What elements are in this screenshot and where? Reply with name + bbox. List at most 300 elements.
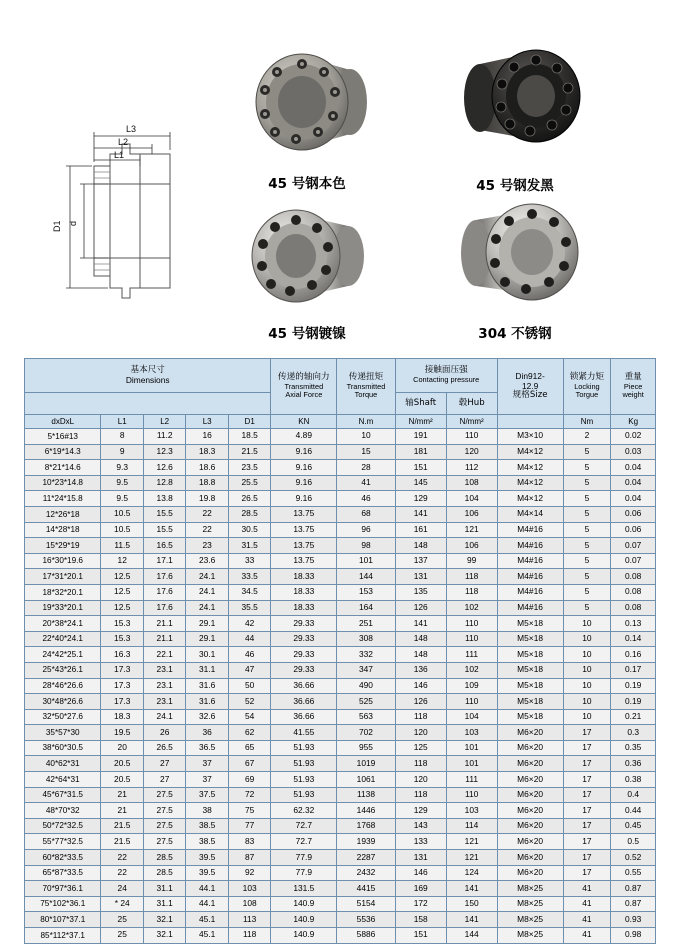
cell: 0.35 [611, 740, 656, 756]
cell: 20.5 [101, 756, 143, 772]
cell: 251 [337, 616, 395, 632]
cell: 29.1 [186, 631, 228, 647]
cell: 18*32*20.1 [25, 584, 101, 600]
cell: 26.5 [228, 491, 270, 507]
cell: 11.2 [143, 429, 185, 445]
cell: 110 [446, 694, 497, 710]
cell: 37 [186, 756, 228, 772]
table-row [25, 491, 656, 507]
cell: 18.6 [186, 460, 228, 476]
table-row [25, 818, 656, 834]
header-piece-weight [611, 359, 656, 415]
cell: 22 [101, 850, 143, 866]
cell: 27.5 [143, 787, 185, 803]
cell: 39.5 [186, 865, 228, 881]
cell: 17 [563, 772, 611, 788]
cell: 10 [563, 647, 611, 663]
cell: 48*70*32 [25, 803, 101, 819]
dim-label-d: d [68, 220, 78, 226]
table-row [25, 647, 656, 663]
cell: 108 [446, 475, 497, 491]
cell: 35.5 [228, 600, 270, 616]
cell: 4.89 [271, 429, 337, 445]
cell: 4415 [337, 881, 395, 897]
cell: M4×12 [497, 444, 563, 460]
cell: 24.1 [186, 569, 228, 585]
cell: 38.5 [186, 834, 228, 850]
cell: 12.6 [143, 460, 185, 476]
cell: 120 [395, 725, 446, 741]
header-pressure-cn: 接触面压强 [424, 365, 468, 376]
cell: 51.93 [271, 787, 337, 803]
cell: 12*26*18 [25, 506, 101, 522]
cell: 146 [395, 678, 446, 694]
unit-dxdxl: dxDxL [25, 415, 101, 429]
cell: 0.98 [611, 928, 656, 944]
cell: 24 [101, 881, 143, 897]
cell: 125 [395, 740, 446, 756]
cell: 54 [228, 709, 270, 725]
header-weight-cn: 重量 [624, 372, 642, 383]
cell: M6×20 [497, 834, 563, 850]
cell: 23.1 [143, 694, 185, 710]
table-row [25, 538, 656, 554]
cell: 22 [186, 522, 228, 538]
cell: 131.5 [271, 881, 337, 897]
cell: 0.19 [611, 694, 656, 710]
header-torque-en1: Transmitted [346, 381, 386, 391]
cell: 13.75 [271, 538, 337, 554]
cell: 87 [228, 850, 270, 866]
cell: 14*28*18 [25, 522, 101, 538]
cell: 11.5 [101, 538, 143, 554]
cell: 17*31*20.1 [25, 569, 101, 585]
cell: 10 [563, 678, 611, 694]
cell: 72.7 [271, 834, 337, 850]
cell: 563 [337, 709, 395, 725]
cell: 10*23*14.8 [25, 475, 101, 491]
cell: 121 [446, 850, 497, 866]
cell: 137 [395, 553, 446, 569]
cell: 28.5 [143, 865, 185, 881]
header-screw-size [497, 359, 563, 415]
cell: 141 [446, 881, 497, 897]
cell: 0.55 [611, 865, 656, 881]
cell: 36.5 [186, 740, 228, 756]
cell: 29.33 [271, 616, 337, 632]
cell: 0.06 [611, 522, 656, 538]
cell: 148 [395, 538, 446, 554]
cell: M4#16 [497, 538, 563, 554]
cell: 42 [228, 616, 270, 632]
cell: 0.3 [611, 725, 656, 741]
cell: 55*77*32.5 [25, 834, 101, 850]
cell: 10.5 [101, 506, 143, 522]
table-row [25, 928, 656, 944]
table-row [25, 600, 656, 616]
cell: 126 [395, 600, 446, 616]
product-photo-blackened-steel [440, 30, 590, 170]
cell: M4×12 [497, 491, 563, 507]
cell: 23 [186, 538, 228, 554]
cell: 5 [563, 460, 611, 476]
cell: 30.5 [228, 522, 270, 538]
cell: M4#16 [497, 553, 563, 569]
cell: 2287 [337, 850, 395, 866]
cell: 9 [101, 444, 143, 460]
cell: 8 [101, 429, 143, 445]
cell: 24.1 [186, 584, 228, 600]
cell: 21 [101, 787, 143, 803]
table-row [25, 429, 656, 445]
cell: 17 [563, 803, 611, 819]
header-locking-torque [563, 359, 611, 415]
cell: 9.5 [101, 491, 143, 507]
table-row [25, 662, 656, 678]
cell: 15.5 [143, 506, 185, 522]
cell: 13.75 [271, 553, 337, 569]
cell: 17 [563, 740, 611, 756]
cell: 172 [395, 896, 446, 912]
table-row [25, 881, 656, 897]
cell: 25*43*26.1 [25, 662, 101, 678]
header-pressure-en: Contacting pressure [413, 375, 480, 385]
header-din-3: 规格Size [512, 390, 548, 401]
cell: 38*60*30.5 [25, 740, 101, 756]
specification-table [24, 358, 656, 944]
cell: 9.5 [101, 475, 143, 491]
cell: 21.1 [143, 631, 185, 647]
unit-size [497, 415, 563, 429]
cell: 20 [101, 740, 143, 756]
cell: 30.1 [186, 647, 228, 663]
cell: 13.8 [143, 491, 185, 507]
cell: 121 [446, 522, 497, 538]
cell: 18.33 [271, 600, 337, 616]
cell: 133 [395, 834, 446, 850]
cell: 5 [563, 491, 611, 507]
cell: 29.33 [271, 647, 337, 663]
cell: 41 [337, 475, 395, 491]
cell: 27.5 [143, 834, 185, 850]
cell: 141 [395, 616, 446, 632]
cell: 77 [228, 818, 270, 834]
cell: 77.9 [271, 850, 337, 866]
product-photo-stainless-steel [440, 190, 590, 320]
cell: 34.5 [228, 584, 270, 600]
cell: 17 [563, 865, 611, 881]
cell: 9.3 [101, 460, 143, 476]
cell: M6×20 [497, 756, 563, 772]
cell: 17.3 [101, 694, 143, 710]
cell: 16*30*19.6 [25, 553, 101, 569]
cell: 17 [563, 818, 611, 834]
table-row [25, 709, 656, 725]
cell: 38 [186, 803, 228, 819]
cell: 27.5 [143, 803, 185, 819]
cell: 0.06 [611, 506, 656, 522]
cell: 16.5 [143, 538, 185, 554]
cell: 18.33 [271, 569, 337, 585]
cell: 18.3 [101, 709, 143, 725]
cell: 41 [563, 881, 611, 897]
cell: 153 [337, 584, 395, 600]
cell: 0.08 [611, 600, 656, 616]
cell: 38.5 [186, 818, 228, 834]
cell: 148 [395, 631, 446, 647]
specification-table-body [25, 429, 656, 944]
cell: 51.93 [271, 772, 337, 788]
cell: 10 [563, 709, 611, 725]
cell: 80*107*37.1 [25, 912, 101, 928]
cell: 2 [563, 429, 611, 445]
cell: 169 [395, 881, 446, 897]
unit-l3: L3 [186, 415, 228, 429]
table-row [25, 772, 656, 788]
cell: 126 [395, 694, 446, 710]
cell: 146 [395, 865, 446, 881]
cell: 29.33 [271, 631, 337, 647]
product-photo-nickel-plated [232, 190, 382, 320]
cell: 109 [446, 678, 497, 694]
cell: 490 [337, 678, 395, 694]
cell: 141 [446, 912, 497, 928]
cell: 28*46*26.6 [25, 678, 101, 694]
cell: M3×10 [497, 429, 563, 445]
cell: 28.5 [228, 506, 270, 522]
table-row [25, 553, 656, 569]
cell: 131 [395, 850, 446, 866]
cell: 67 [228, 756, 270, 772]
header-axial-en2: Axial Force [285, 390, 323, 400]
cell: 10 [563, 616, 611, 632]
unit-l1: L1 [101, 415, 143, 429]
header-axial-cn: 传递的轴向力 [278, 372, 330, 383]
cell: 0.87 [611, 896, 656, 912]
cell: 0.21 [611, 709, 656, 725]
header-torque-cn: 传递扭矩 [348, 372, 384, 383]
cell: 136 [395, 662, 446, 678]
cell: 118 [446, 584, 497, 600]
header-contacting-pressure [395, 359, 497, 393]
cell: 41 [563, 896, 611, 912]
product-image-area [0, 0, 680, 344]
cell: 60*82*33.5 [25, 850, 101, 866]
header-units-row [25, 415, 656, 429]
cell: 144 [337, 569, 395, 585]
cell: 65*87*33.5 [25, 865, 101, 881]
cell: 525 [337, 694, 395, 710]
cell: 29.33 [271, 662, 337, 678]
cell: 1019 [337, 756, 395, 772]
cell: 37 [186, 772, 228, 788]
cell: 148 [395, 647, 446, 663]
cell: 118 [395, 709, 446, 725]
cell: M4#16 [497, 600, 563, 616]
table-row [25, 787, 656, 803]
cell: 10.5 [101, 522, 143, 538]
cell: 62 [228, 725, 270, 741]
cell: 32*50*27.6 [25, 709, 101, 725]
table-row [25, 460, 656, 476]
cell: 72.7 [271, 818, 337, 834]
cell: 110 [446, 631, 497, 647]
cell: M6×20 [497, 865, 563, 881]
unit-l2: L2 [143, 415, 185, 429]
cell: 0.03 [611, 444, 656, 460]
cell: 12.5 [101, 569, 143, 585]
cell: 158 [395, 912, 446, 928]
cell: 21.5 [101, 834, 143, 850]
cell: 5 [563, 444, 611, 460]
cell: 68 [337, 506, 395, 522]
cell: M8×25 [497, 896, 563, 912]
cell: 51.93 [271, 740, 337, 756]
dim-label-l1: L1 [114, 150, 125, 160]
cell: 1446 [337, 803, 395, 819]
cell: 30*48*26.6 [25, 694, 101, 710]
cell: M6×20 [497, 818, 563, 834]
cell: 27 [143, 772, 185, 788]
cell: 17.6 [143, 569, 185, 585]
cell: 11*24*15.8 [25, 491, 101, 507]
cell: 106 [446, 538, 497, 554]
header-locking-en1: Locking [574, 381, 600, 391]
cell: 0.38 [611, 772, 656, 788]
cell: 22.1 [143, 647, 185, 663]
cell: 140.9 [271, 912, 337, 928]
cell: 50*72*32.5 [25, 818, 101, 834]
cell: 10 [563, 662, 611, 678]
cell: 15 [337, 444, 395, 460]
cell: 26.5 [143, 740, 185, 756]
cell: 129 [395, 803, 446, 819]
table-row [25, 803, 656, 819]
cell: 12.5 [101, 584, 143, 600]
cell: 13.75 [271, 522, 337, 538]
cell: 10 [563, 631, 611, 647]
cell: 702 [337, 725, 395, 741]
cell: 21.5 [101, 818, 143, 834]
cell: 12.3 [143, 444, 185, 460]
cell: 17 [563, 725, 611, 741]
cell: 118 [395, 787, 446, 803]
cell: 0.04 [611, 491, 656, 507]
cell: 27.5 [143, 818, 185, 834]
cell: 124 [446, 865, 497, 881]
cell: 9.16 [271, 444, 337, 460]
table-row [25, 834, 656, 850]
cell: 5 [563, 553, 611, 569]
cell: 5 [563, 506, 611, 522]
cell: 129 [395, 491, 446, 507]
cell: 45.1 [186, 912, 228, 928]
cell: 2432 [337, 865, 395, 881]
cell: 0.44 [611, 803, 656, 819]
cell: 75 [228, 803, 270, 819]
table-row [25, 756, 656, 772]
cell: 29.1 [186, 616, 228, 632]
cell: 1138 [337, 787, 395, 803]
cell: M6×20 [497, 740, 563, 756]
cell: 0.08 [611, 569, 656, 585]
table-row [25, 678, 656, 694]
cell: 32.6 [186, 709, 228, 725]
cell: 28 [337, 460, 395, 476]
cell: 1061 [337, 772, 395, 788]
cell: 18.3 [186, 444, 228, 460]
cell: 23.6 [186, 553, 228, 569]
cell: 0.08 [611, 584, 656, 600]
header-torque [337, 359, 395, 415]
cell: 0.17 [611, 662, 656, 678]
cell: 19.5 [101, 725, 143, 741]
unit-d1: D1 [228, 415, 270, 429]
unit-pn: N/mm² [446, 415, 497, 429]
cell: 24*42*25.1 [25, 647, 101, 663]
cell: 17 [563, 756, 611, 772]
cell: 25.5 [228, 475, 270, 491]
cell: 28.5 [143, 850, 185, 866]
cell: 18.5 [228, 429, 270, 445]
cell: M5×18 [497, 631, 563, 647]
table-row [25, 740, 656, 756]
cell: 0.04 [611, 460, 656, 476]
cell: M5×18 [497, 694, 563, 710]
cell: 12 [101, 553, 143, 569]
cell: 104 [446, 709, 497, 725]
cell: 135 [395, 584, 446, 600]
cell: 19.8 [186, 491, 228, 507]
cell: * 24 [101, 896, 143, 912]
cell: 12.8 [143, 475, 185, 491]
unit-nm: N.m [337, 415, 395, 429]
cell: 21.1 [143, 616, 185, 632]
cell: 118 [446, 569, 497, 585]
cell: 17.6 [143, 584, 185, 600]
cell: 1768 [337, 818, 395, 834]
cell: 26 [143, 725, 185, 741]
cell: 10 [337, 429, 395, 445]
cell: 5 [563, 569, 611, 585]
cell: 101 [337, 553, 395, 569]
cell: 0.5 [611, 834, 656, 850]
table-row [25, 865, 656, 881]
cell: 110 [446, 787, 497, 803]
cell: 332 [337, 647, 395, 663]
cell: 104 [446, 491, 497, 507]
table-row [25, 506, 656, 522]
cell: 110 [446, 429, 497, 445]
header-dimensions [25, 359, 271, 393]
cell: 13.75 [271, 506, 337, 522]
cell: 17 [563, 834, 611, 850]
cell: 17 [563, 787, 611, 803]
cell: 27 [143, 756, 185, 772]
cell: 23.5 [228, 460, 270, 476]
cell: M6×20 [497, 772, 563, 788]
cell: 121 [446, 834, 497, 850]
cell: 0.07 [611, 538, 656, 554]
cell: M5×18 [497, 647, 563, 663]
header-din-1: Din912- [515, 370, 545, 381]
cell: 69 [228, 772, 270, 788]
cell: M4#16 [497, 522, 563, 538]
cell: 102 [446, 600, 497, 616]
cell: 191 [395, 429, 446, 445]
cell: 22 [186, 506, 228, 522]
table-row [25, 725, 656, 741]
